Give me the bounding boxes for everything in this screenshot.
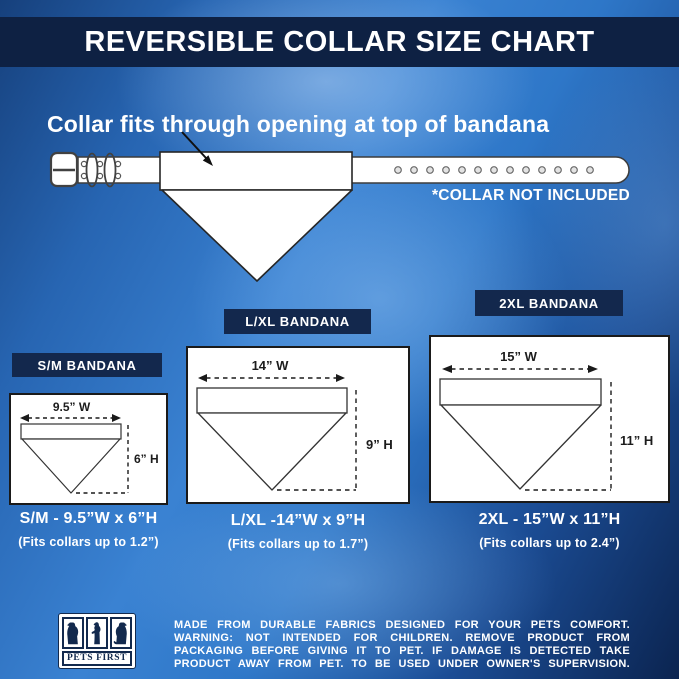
warning-line: MADE FROM DURABLE FABRICS DESIGNED FOR YOUR PETS COMFORT. <box>174 619 630 631</box>
collar-headline: Collar fits through opening at top of bandana <box>47 111 550 137</box>
logo-wordmark: PETS FIRST <box>62 651 132 666</box>
bandana-band <box>160 152 352 190</box>
size-panel-lxl <box>186 309 410 559</box>
warning-line: PRODUCT AWAY FROM PET. TO BE USED UNDER OWNER'S SUPERVISION. <box>174 658 630 670</box>
collar-not-included-note: *COLLAR NOT INCLUDED <box>431 187 630 204</box>
sm-label-box <box>12 353 162 377</box>
logo-animal-row <box>62 617 132 649</box>
collar-illustration <box>40 120 640 295</box>
lxl-height-label: 9” H <box>366 437 393 452</box>
sm-fits-note: (Fits collars up to 1.2”) <box>18 535 159 549</box>
2xl-fits-note: (Fits collars up to 2.4”) <box>479 536 620 550</box>
warning-line: PACKAGING BEFORE GIVING IT TO PET. IF DAMAGE IS DETECTED TAKE <box>174 645 630 657</box>
header-band <box>0 17 679 67</box>
lxl-fits-note: (Fits collars up to 1.7”) <box>227 537 369 551</box>
2xl-label-box <box>475 290 623 316</box>
2xl-diagram-panel <box>429 335 670 503</box>
sm-label: S/M BANDANA <box>37 357 137 373</box>
2xl-width-label: 15” W <box>500 349 537 364</box>
begging-dog-icon <box>86 617 108 649</box>
bandana-triangle <box>162 190 352 281</box>
sm-diagram-panel <box>9 393 168 505</box>
sm-caption: S/M - 9.5”W x 6”H <box>19 510 158 527</box>
2xl-label: 2XL BANDANA <box>499 295 599 311</box>
sitting-dog-icon <box>62 617 84 649</box>
size-panel-sm <box>9 353 168 563</box>
lxl-diagram-panel <box>186 346 410 504</box>
size-panel-2xl <box>429 290 670 560</box>
warning-text <box>174 619 630 671</box>
warning-line: WARNING: NOT INTENDED FOR CHILDREN. REMOVE PRODUCT FROM <box>174 632 630 644</box>
2xl-height-label: 11” H <box>620 433 654 448</box>
sm-width-label: 9.5” W <box>52 400 91 414</box>
lxl-width-label: 14” W <box>251 358 289 373</box>
sm-height-label: 6” H <box>134 452 159 466</box>
lxl-label: L/XL BANDANA <box>245 314 350 329</box>
2xl-caption: 2XL - 15”W x 11”H <box>478 511 621 528</box>
lxl-label-box <box>224 309 371 334</box>
sitting-cat-icon <box>110 617 132 649</box>
page-title: REVERSIBLE COLLAR SIZE CHART <box>84 25 595 58</box>
lxl-caption: L/XL -14”W x 9”H <box>230 512 366 529</box>
pets-first-logo <box>58 613 136 669</box>
